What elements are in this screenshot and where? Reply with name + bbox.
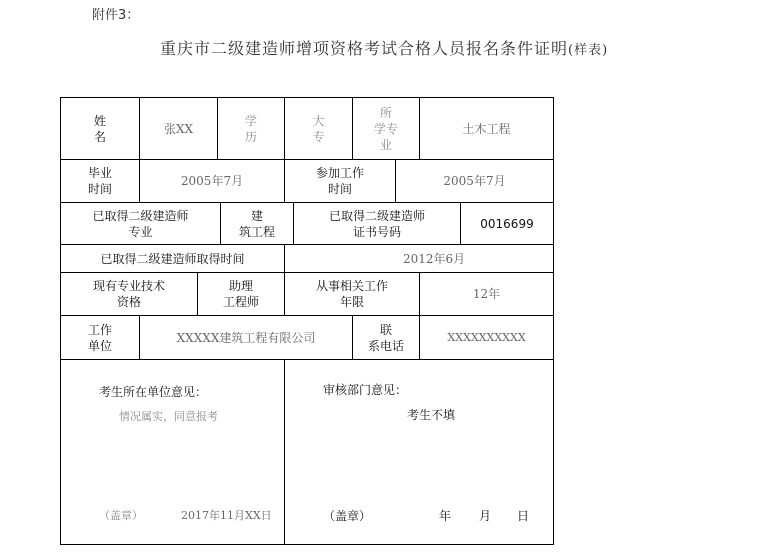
review-opinion-text: 考生不填 [407,408,456,422]
tech-qualification-value: 助理 工程师 [222,279,259,309]
certificate-number-value: 0016699 [480,216,534,231]
unit-opinion-text: 情况属实，同意报考 [119,410,218,423]
phone-label: 联 系电话 [367,322,404,353]
major-value: 土木工程 [462,121,511,136]
review-day: 日 [517,509,530,523]
name-value: 张XX [163,121,194,136]
unit-opinion-title: 考生所在单位意见： [99,385,208,399]
unit-opinion-date: 2017年11月XX日 [181,509,272,522]
obtained-time-label: 已取得二级建造师取得时间 [100,251,245,266]
certificate-number-label: 已取得二级建造师 证书号码 [328,208,425,239]
page-title [160,36,608,59]
review-opinion-title: 审核部门意见： [323,383,408,397]
row-divider [61,359,553,360]
col-divider [284,359,285,545]
education-value: 大 专 [312,113,325,144]
work-start-label: 参加工作 时间 [315,166,364,196]
graduation-time-value: 2005年7月 [180,174,244,188]
obtained-major-label: 已取得二级建造师 专业 [92,208,189,239]
attachment-label: 附件3： [92,8,140,23]
review-month: 月 [479,509,492,523]
name-label: 姓 名 [93,113,106,144]
major-label: 所 学专 业 [373,105,398,152]
work-start-value: 2005年7月 [443,174,506,188]
work-unit-value: XXXXX建筑工程有限公司 [176,330,316,345]
education-label: 学 历 [244,113,257,144]
work-unit-label: 工作 单位 [87,322,112,353]
graduation-time-label: 毕业 时间 [87,166,112,196]
tech-qualification-label: 现有专业技术 资格 [92,279,165,309]
review-seal: （盖章） [323,509,372,523]
work-years-value: 12年 [472,287,501,301]
unit-seal: （盖章） [99,509,143,522]
title-text: 重庆市二级建造师增项资格考试合格人员报名条件证明 [160,39,569,58]
review-year: 年 [439,509,452,523]
obtained-major-value: 建 筑工程 [238,208,275,239]
obtained-time-value: 2012年6月 [403,251,466,266]
certificate-table [60,97,554,545]
work-years-label: 从事相关工作 年限 [315,279,388,309]
title-suffix: (样表) [568,43,609,58]
phone-value: XXXXXXXXXX [447,330,526,344]
